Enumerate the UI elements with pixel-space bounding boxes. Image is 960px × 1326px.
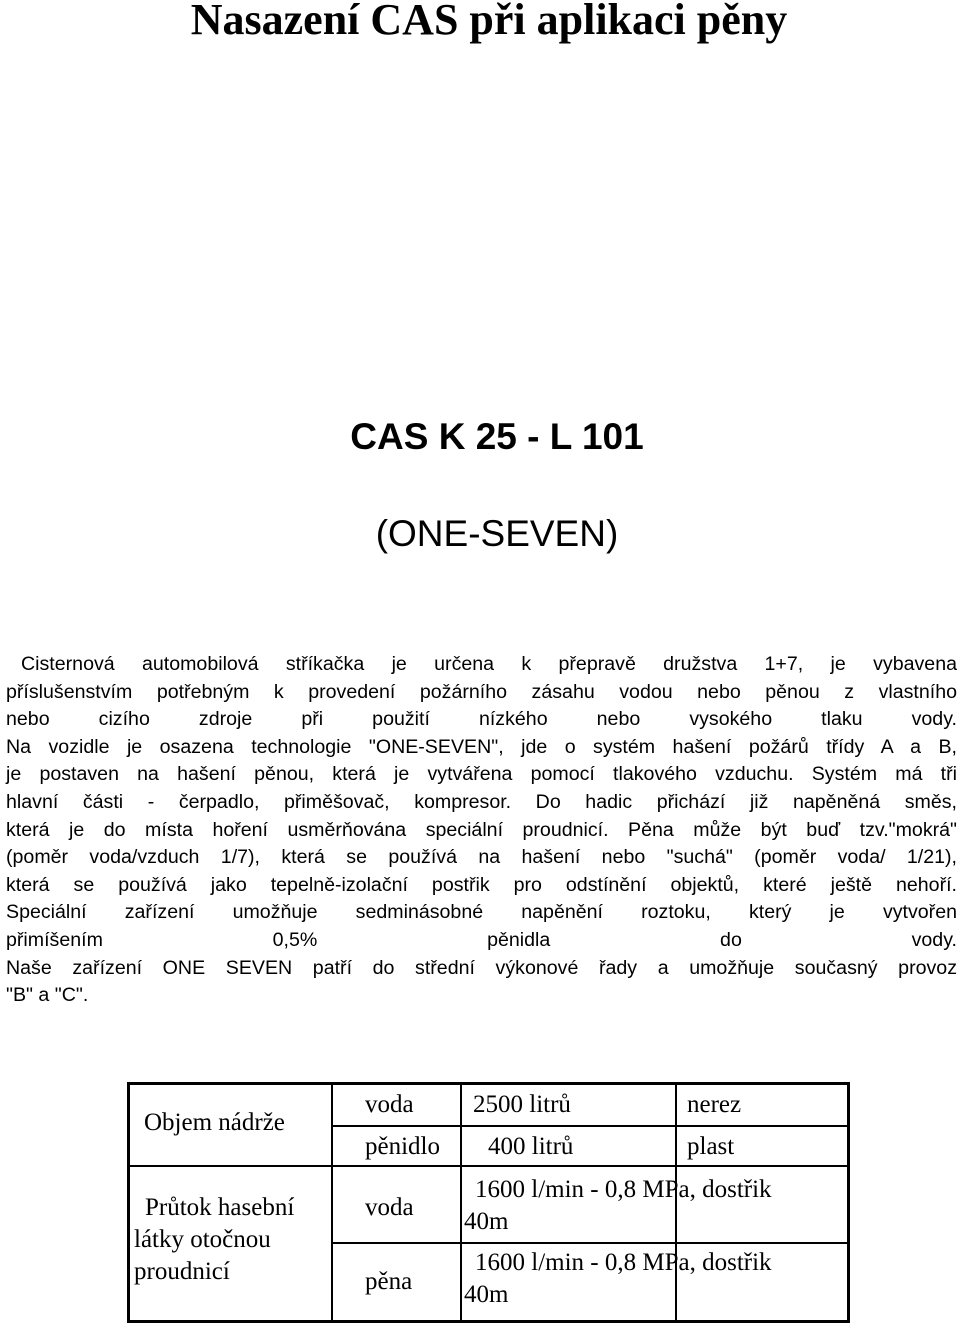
vehicle-model: CAS K 25 - L 101 xyxy=(350,416,644,457)
tank-row-volume: 2500 litrů xyxy=(473,1091,571,1118)
flow-rate-label xyxy=(134,1192,294,1288)
text-line: která je do místa hoření usměrňována speciální proudnicí. Pěna může být buď tzv."mokrá" xyxy=(6,818,957,841)
vehicle-system: (ONE-SEVEN) xyxy=(375,513,619,554)
text-line: "B" a "C". xyxy=(6,984,89,1007)
flow-label-line: látky otočnou xyxy=(134,1226,271,1253)
text-line: nebo cizího zdroje při použití nízkého nebo vysokého tlaku vody. xyxy=(6,708,957,731)
text-line: je postaven na hašení pěnou, která je vytvářena pomocí tlakového vzduchu. Systém má tři xyxy=(6,763,957,786)
description-paragraph xyxy=(6,651,957,1010)
table-divider xyxy=(331,1085,333,1320)
flow-label-line: Průtok hasební xyxy=(145,1194,295,1221)
tank-row-medium: voda xyxy=(365,1091,414,1118)
text-line: Na vozidle je osazena technologie "ONE-SEVEN", jde o systém hašení požárů třídy A a B, xyxy=(6,735,957,758)
text-line: Speciální zařízení umožňuje sedminásobné napěnění roztoku, který je vytvořen xyxy=(6,901,957,924)
flow-row-value xyxy=(464,1247,772,1311)
tank-row-medium: pěnidlo xyxy=(365,1133,440,1160)
text-line: příslušenstvím potřebným k provedení požárního zásahu vodou nebo pěnou z vlastního xyxy=(6,680,957,703)
text-line: Naše zařízení ONE SEVEN patří do střední výkonové řady a umožňuje současný provoz xyxy=(6,956,957,979)
tank-volume-label: Objem nádrže xyxy=(144,1109,285,1136)
text-line: hlavní části - čerpadlo, přiměšovač, kompresor. Do hadic přichází již napěněná směs, xyxy=(6,790,957,813)
flow-value-line: 40m xyxy=(464,1281,509,1308)
flow-value-line: 1600 l/min - 0,8 MPa, dostřik xyxy=(475,1176,772,1203)
flow-row-value xyxy=(464,1174,772,1238)
flow-label-line: proudnicí xyxy=(134,1258,230,1285)
text-line: přimíšením 0,5% pěnidla do vody. xyxy=(6,928,957,951)
flow-row-medium: voda xyxy=(365,1194,414,1221)
text-line: která se používá jako tepelně-izolační postřik pro odstínění objektů, které ještě nehoří. xyxy=(6,873,957,896)
tank-row-material: nerez xyxy=(687,1091,742,1118)
flow-value-line: 40m xyxy=(464,1208,509,1235)
page-title: Nasazení CAS při aplikaci pěny xyxy=(190,0,788,44)
table-divider xyxy=(130,1165,848,1167)
text-line: (poměr voda/vzduch 1/7), která se používá na hašení nebo "suchá" (poměr voda/ 1/21), xyxy=(6,846,957,869)
table-divider xyxy=(460,1085,462,1320)
flow-row-medium: pěna xyxy=(365,1268,413,1295)
tank-row-volume: 400 litrů xyxy=(488,1133,574,1160)
spec-table xyxy=(127,1082,850,1323)
table-divider xyxy=(331,1125,848,1127)
table-divider xyxy=(331,1242,848,1244)
tank-row-material: plast xyxy=(687,1133,735,1160)
text-line: Cisternová automobilová stříkačka je určena k přepravě družstva 1+7, je vybavena xyxy=(21,653,957,675)
flow-value-line: 1600 l/min - 0,8 MPa, dostřik xyxy=(475,1249,772,1276)
